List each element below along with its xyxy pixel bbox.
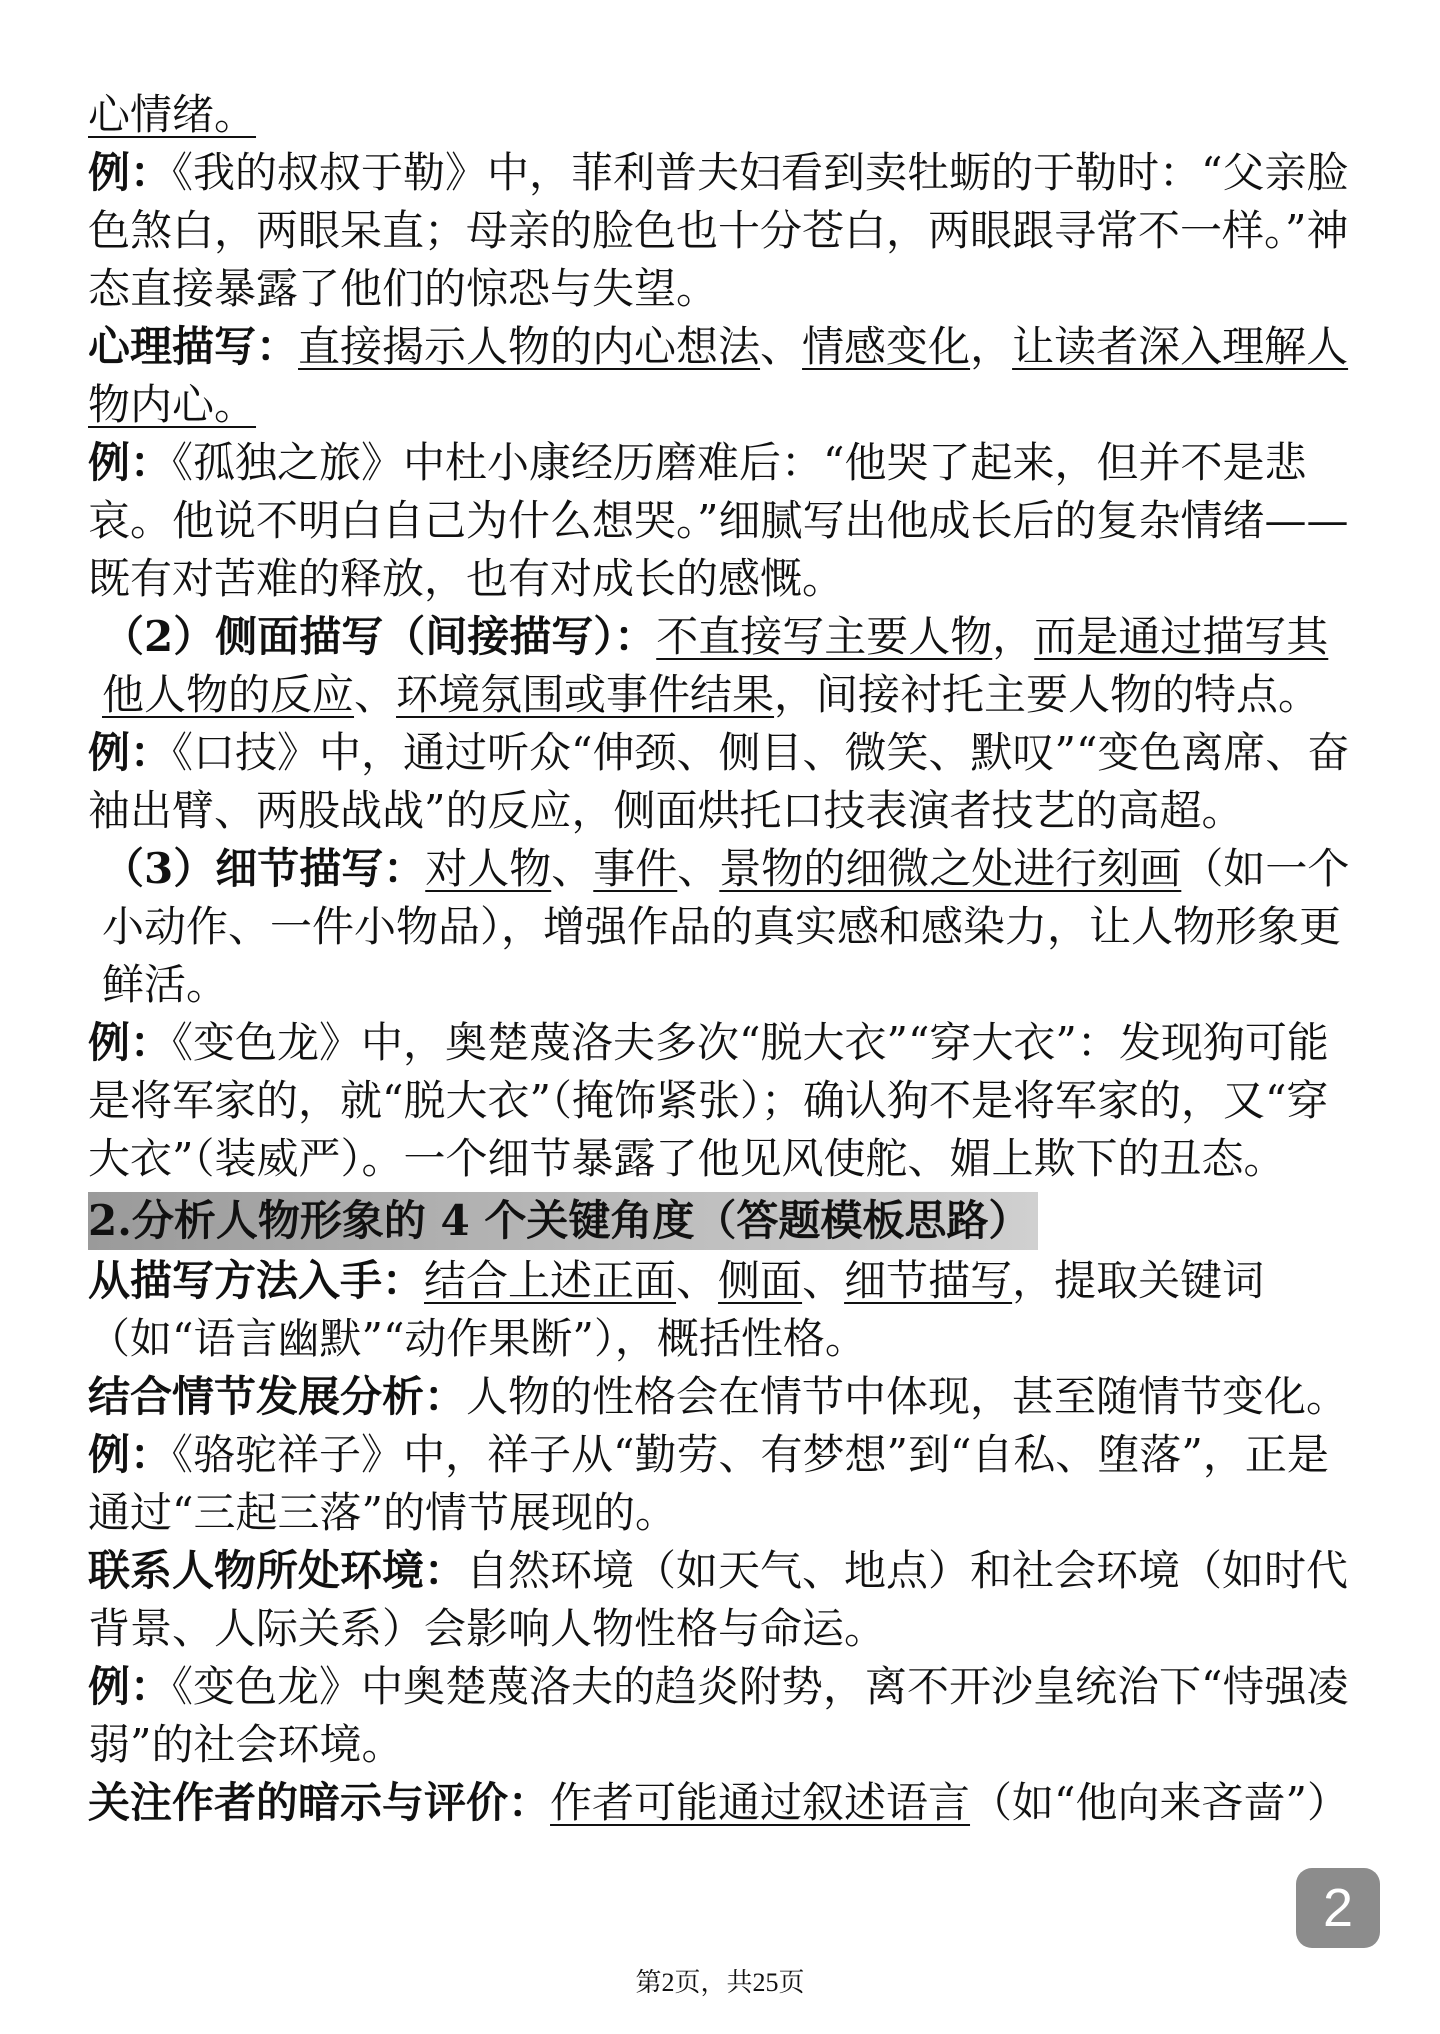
underlined-text: 直接揭示人物的内心想法 [298,322,761,371]
example-text: 《孤独之旅》中杜小康经历磨难后：“他哭了起来，但并不是悲哀。他说不明白自己为什么想哭。”细腻写出他成长后的复杂情绪——既有对苦难的释放，也有对成长的感慨。 [88,438,1349,603]
paragraph-continuation [88,86,1350,144]
angle-paragraph [88,1368,1350,1426]
body-text: （如一个小动作、一件小物品），增强作品的真实感和感染力，让人物形象更鲜活。 [102,844,1350,1009]
body-text: （如“他向来吝啬”） [970,1778,1349,1827]
underlined-text: 情感变化 [802,322,971,371]
underlined-text: 而是通过描写其他人物的反应 [102,612,1329,719]
example-text: 《口技》中，通过听众“伸颈、侧目、微笑、默叹”“变色离席、奋袖出臂、两股战战”的反应，侧面烘托口技表演者技艺的高超。 [88,728,1350,835]
example-paragraph [88,1014,1350,1188]
example-label: 例： [88,1018,173,1067]
underlined-text: 不直接写主要人物 [656,612,993,661]
body-text: 自然环境（如天气、地点）和社会环境（如时代背景、人际关系）会影响人物性格与命运。 [88,1546,1349,1653]
example-label: 例： [88,1430,173,1479]
underlined-text: 事件 [593,844,678,893]
separator: 、 [551,844,594,893]
document-body [88,86,1350,1832]
separator: 、 [354,670,397,719]
body-text: ，间接衬托主要人物的特点。 [774,670,1321,719]
example-text: 《变色龙》中，奥楚蔑洛夫多次“脱大衣”“穿大衣”：发现狗可能是将军家的，就“脱大衣”（掩饰紧张）；确认狗不是将军家的，又“穿大衣”（装威严）。一个细节暴露了他见风使舵、媚上欺下的丑态。 [88,1018,1329,1183]
example-paragraph [88,434,1350,608]
separator: 、 [677,844,720,893]
example-text: 《变色龙》中奥楚蔑洛夫的趋炎附势，离不开沙皇统治下“恃强凌弱”的社会环境。 [88,1662,1349,1769]
underlined-text: 让读者深入理解人物内心。 [88,322,1349,429]
psychology-description-paragraph [88,318,1350,434]
separator: 、 [760,322,803,371]
side-description-paragraph [102,608,1350,724]
underlined-text: 心情绪。 [88,90,257,139]
separator: ， [970,322,1013,371]
underlined-text: 结合上述正面 [424,1256,677,1305]
example-text: 《骆驼祥子》中，祥子从“勤劳、有梦想”到“自私、堕落”，正是通过“三起三落”的情节展现的。 [88,1430,1329,1537]
term-label: 心理描写： [88,322,299,371]
underlined-text: 作者可能通过叙述语言 [550,1778,971,1827]
underlined-text: 细节描写 [844,1256,1013,1305]
separator: 、 [676,1256,719,1305]
example-label: 例： [88,438,173,487]
angle-paragraph [88,1774,1350,1832]
example-paragraph [88,144,1350,318]
page-footer: 第2页，共25页 [635,1968,805,1997]
body-text: ，提取关键词（如“语言幽默”“动作果断”），概括性格。 [88,1256,1265,1363]
example-label: 例： [88,148,173,197]
example-text: 《我的叔叔于勒》中，菲利普夫妇看到卖牡蛎的于勒时：“父亲脸色煞白，两眼呆直；母亲的脸色也十分苍白，两眼跟寻常不一样。”神态直接暴露了他们的惊恐与失望。 [88,148,1349,313]
separator: 、 [802,1256,845,1305]
underlined-text: 景物的细微之处进行刻画 [719,844,1182,893]
term-label: 关注作者的暗示与评价： [88,1778,551,1827]
example-label: 例： [88,728,173,777]
example-label: 例： [88,1662,173,1711]
page-number-badge: 2 [1296,1868,1380,1948]
term-label: （3）细节描写： [102,844,426,893]
term-label: （2）侧面描写（间接描写）： [102,612,657,661]
angle-paragraph [88,1252,1350,1368]
term-label: 从描写方法入手： [88,1256,425,1305]
angle-paragraph [88,1542,1350,1658]
example-paragraph [88,724,1350,840]
term-label: 联系人物所处环境： [88,1546,467,1595]
detail-description-paragraph [102,840,1350,1014]
section-heading-row [88,1188,1350,1252]
section-heading: 2.分析人物形象的 4 个关键角度（答题模板思路） [88,1192,1038,1250]
underlined-text: 对人物 [425,844,552,893]
separator: ， [992,612,1035,661]
underlined-text: 环境氛围或事件结果 [396,670,775,719]
example-paragraph [88,1426,1350,1542]
example-paragraph [88,1658,1350,1774]
underlined-text: 侧面 [718,1256,803,1305]
term-label: 结合情节发展分析： [88,1372,467,1421]
body-text: 人物的性格会在情节中体现，甚至随情节变化。 [466,1372,1349,1421]
